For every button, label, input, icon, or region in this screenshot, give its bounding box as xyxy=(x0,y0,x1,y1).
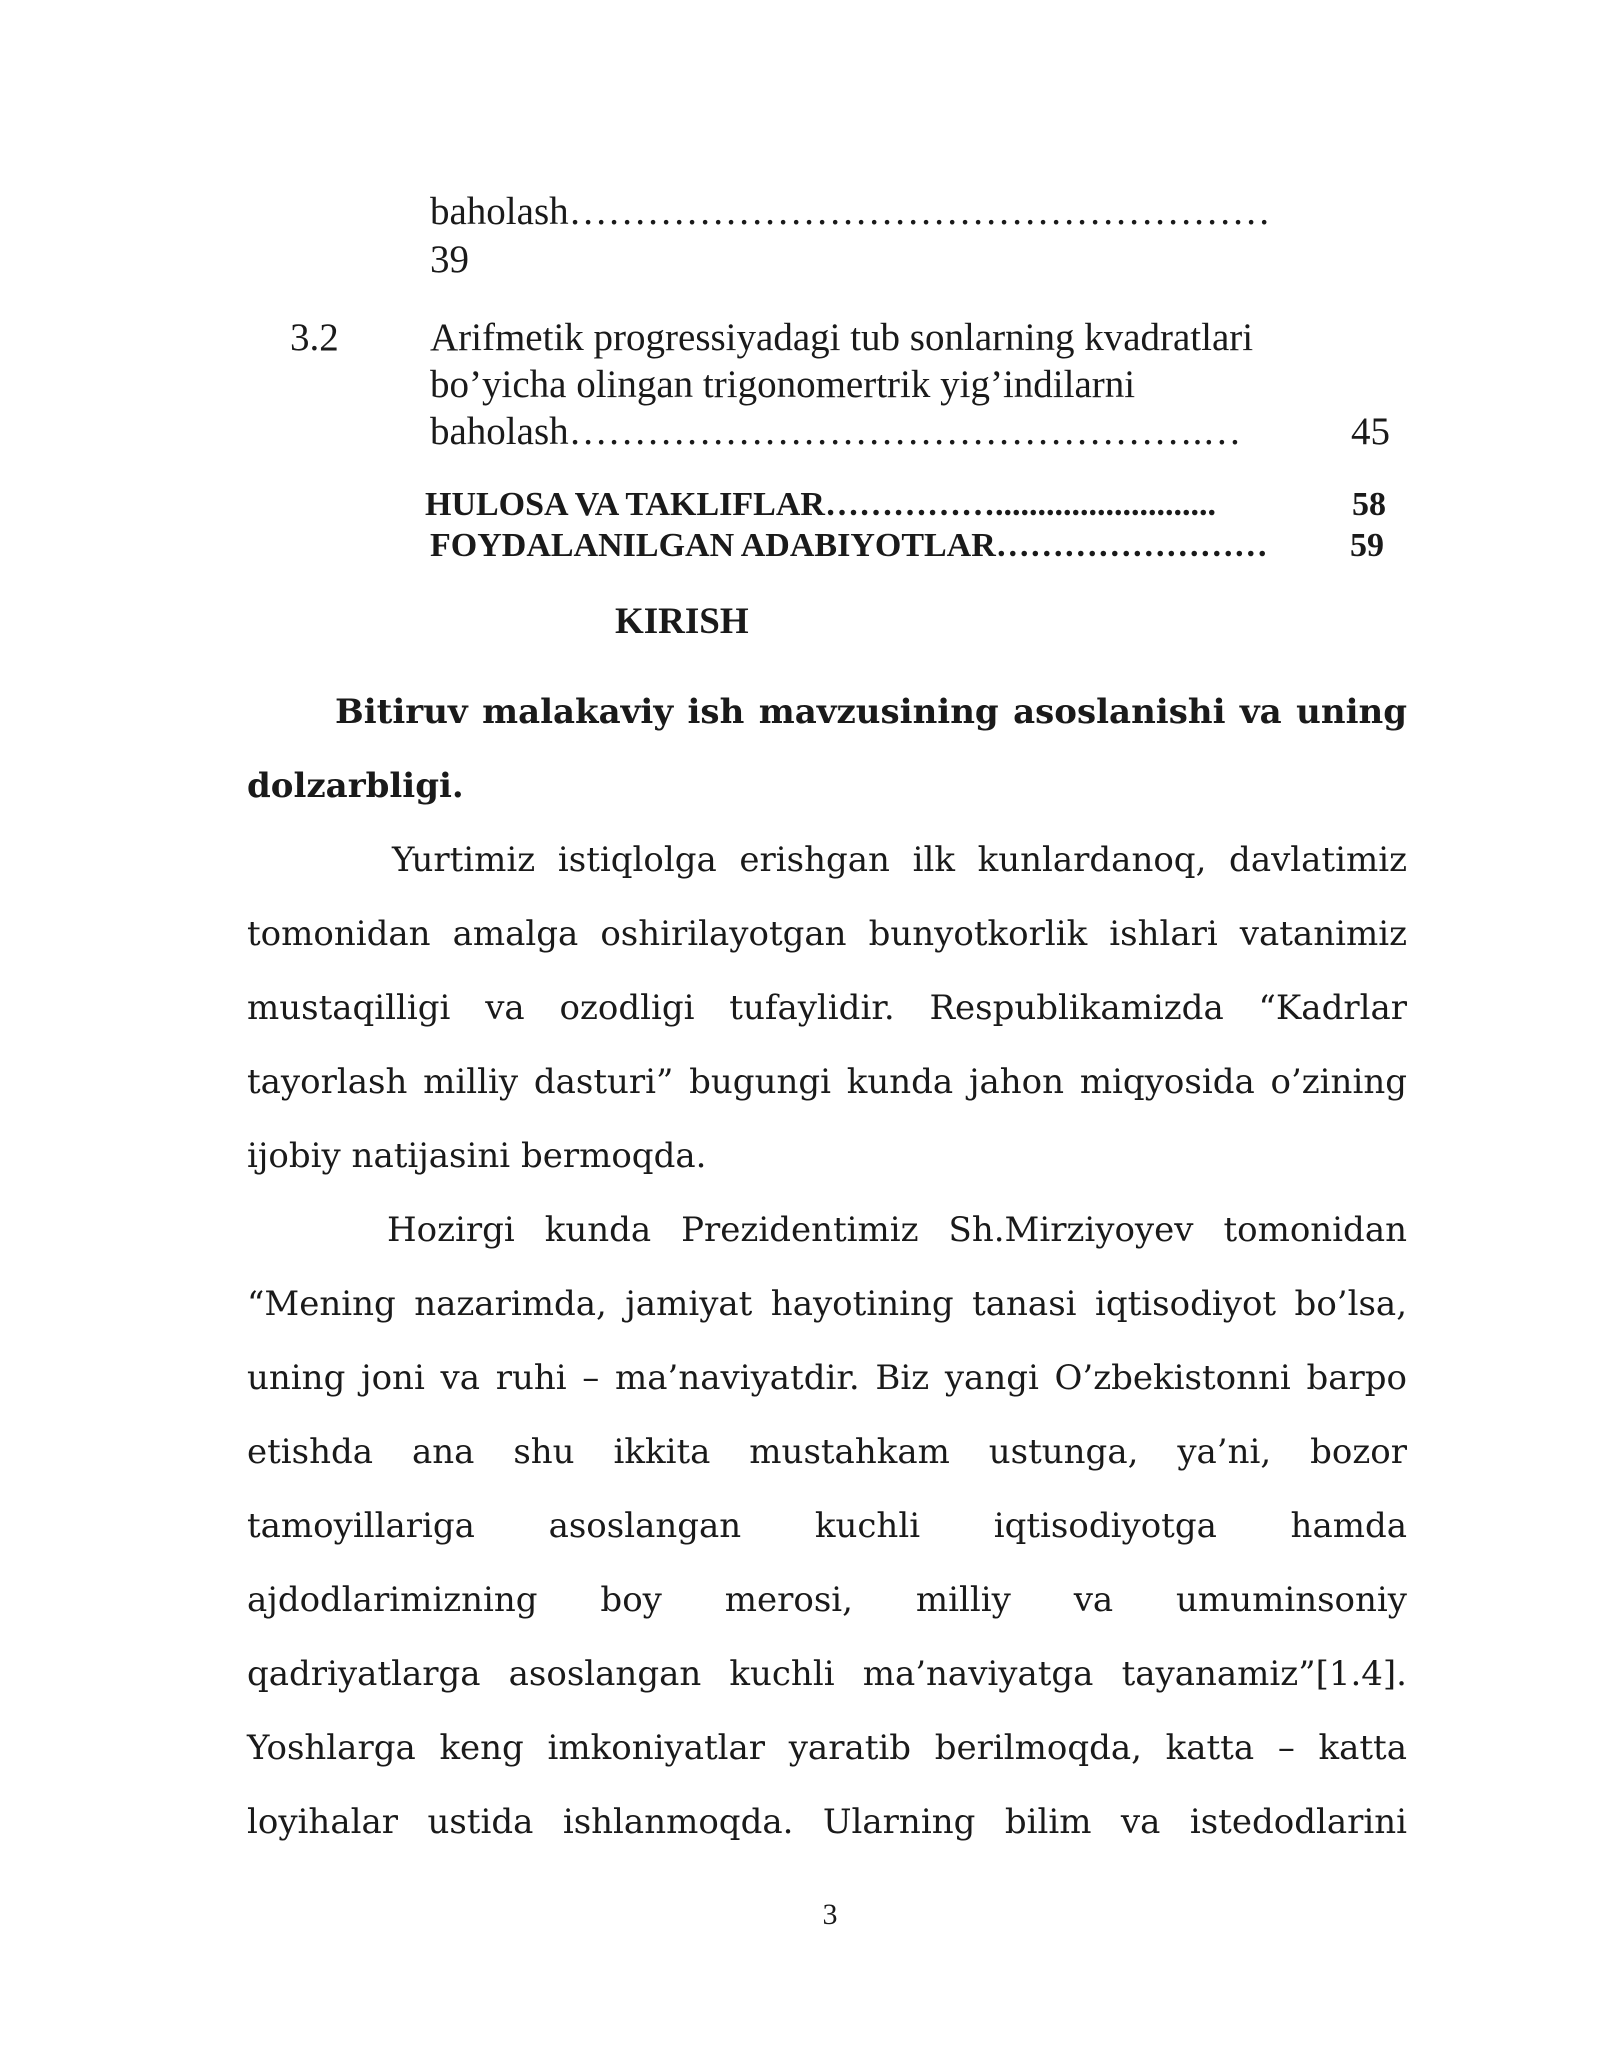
paragraph-2-line: qadriyatlarga asoslangan kuchli ma’naviyatga tayanamiz”[1.4]. xyxy=(247,1654,1407,1694)
paragraph-2-line: Hozirgi kunda Prezidentimiz Sh.Mirziyoyev tomonidan xyxy=(387,1210,1407,1250)
toc-entry-3-2-line3: baholash………………………………………….… xyxy=(430,410,1242,453)
paragraph-2-line: Yoshlarga keng imkoniyatlar yaratib berilmoqda, katta – katta xyxy=(247,1728,1407,1768)
paragraph-2-line: loyihalar ustida ishlanmoqda. Ularning bilim va istedodlarini xyxy=(247,1802,1407,1842)
toc-conclusion-title: HULOSA VA TAKLIFLAR…………….......................... xyxy=(425,486,1216,523)
toc-entry-3-2-page: 45 xyxy=(1351,410,1390,453)
paragraph-2-line: uning joni va ruhi – ma’naviyatdir. Biz yangi O’zbekistonni barpo xyxy=(247,1358,1407,1398)
toc-entry-3-2-number: 3.2 xyxy=(290,316,339,359)
toc-entry-3-2-line2: bo’yicha olingan trigonomertrik yig’indilarni xyxy=(430,363,1136,406)
paragraph-1-line: Yurtimiz istiqlolga erishgan ilk kunlardanoq, davlatimiz xyxy=(392,840,1407,880)
toc-entry-prev-page: 39 xyxy=(430,238,469,281)
toc-conclusion-page: 58 xyxy=(1352,486,1386,523)
paragraph-1-line: tomonidan amalga oshirilayotgan bunyotkorlik ishlari vatanimiz xyxy=(247,914,1407,954)
page-number: 3 xyxy=(822,1898,838,1931)
toc-references-page: 59 xyxy=(1350,527,1384,564)
subheading-line-2: dolzarbligi. xyxy=(247,766,464,806)
toc-references-title: FOYDALANILGAN ADABIYOTLAR…………………… xyxy=(430,527,1268,564)
toc-entry-3-2-line1: Arifmetik progressiyadagi tub sonlarning kvadratlari xyxy=(430,316,1254,359)
toc-entry-prev-title: baholash……………………………………………… xyxy=(430,190,1271,233)
paragraph-1-line: tayorlash milliy dasturi” bugungi kunda jahon miqyosida o’zining xyxy=(247,1062,1407,1102)
paragraph-1-line: mustaqilligi va ozodligi tufaylidir. Respublikamizda “Kadrlar xyxy=(247,988,1407,1028)
subheading-line-1: Bitiruv malakaviy ish mavzusining asoslanishi va uning xyxy=(335,692,1407,732)
section-title: KIRISH xyxy=(615,601,749,642)
paragraph-2-line: etishda ana shu ikkita mustahkam ustunga, ya’ni, bozor xyxy=(247,1432,1407,1472)
paragraph-1-line: ijobiy natijasini bermoqda. xyxy=(247,1136,707,1176)
paragraph-2-line: tamoyillariga asoslangan kuchli iqtisodiyotga hamda xyxy=(247,1506,1407,1546)
paragraph-2-line: “Mening nazarimda, jamiyat hayotining tanasi iqtisodiyot bo’lsa, xyxy=(247,1284,1407,1324)
paragraph-2-line: ajdodlarimizning boy merosi, milliy va umuminsoniy xyxy=(247,1580,1407,1620)
